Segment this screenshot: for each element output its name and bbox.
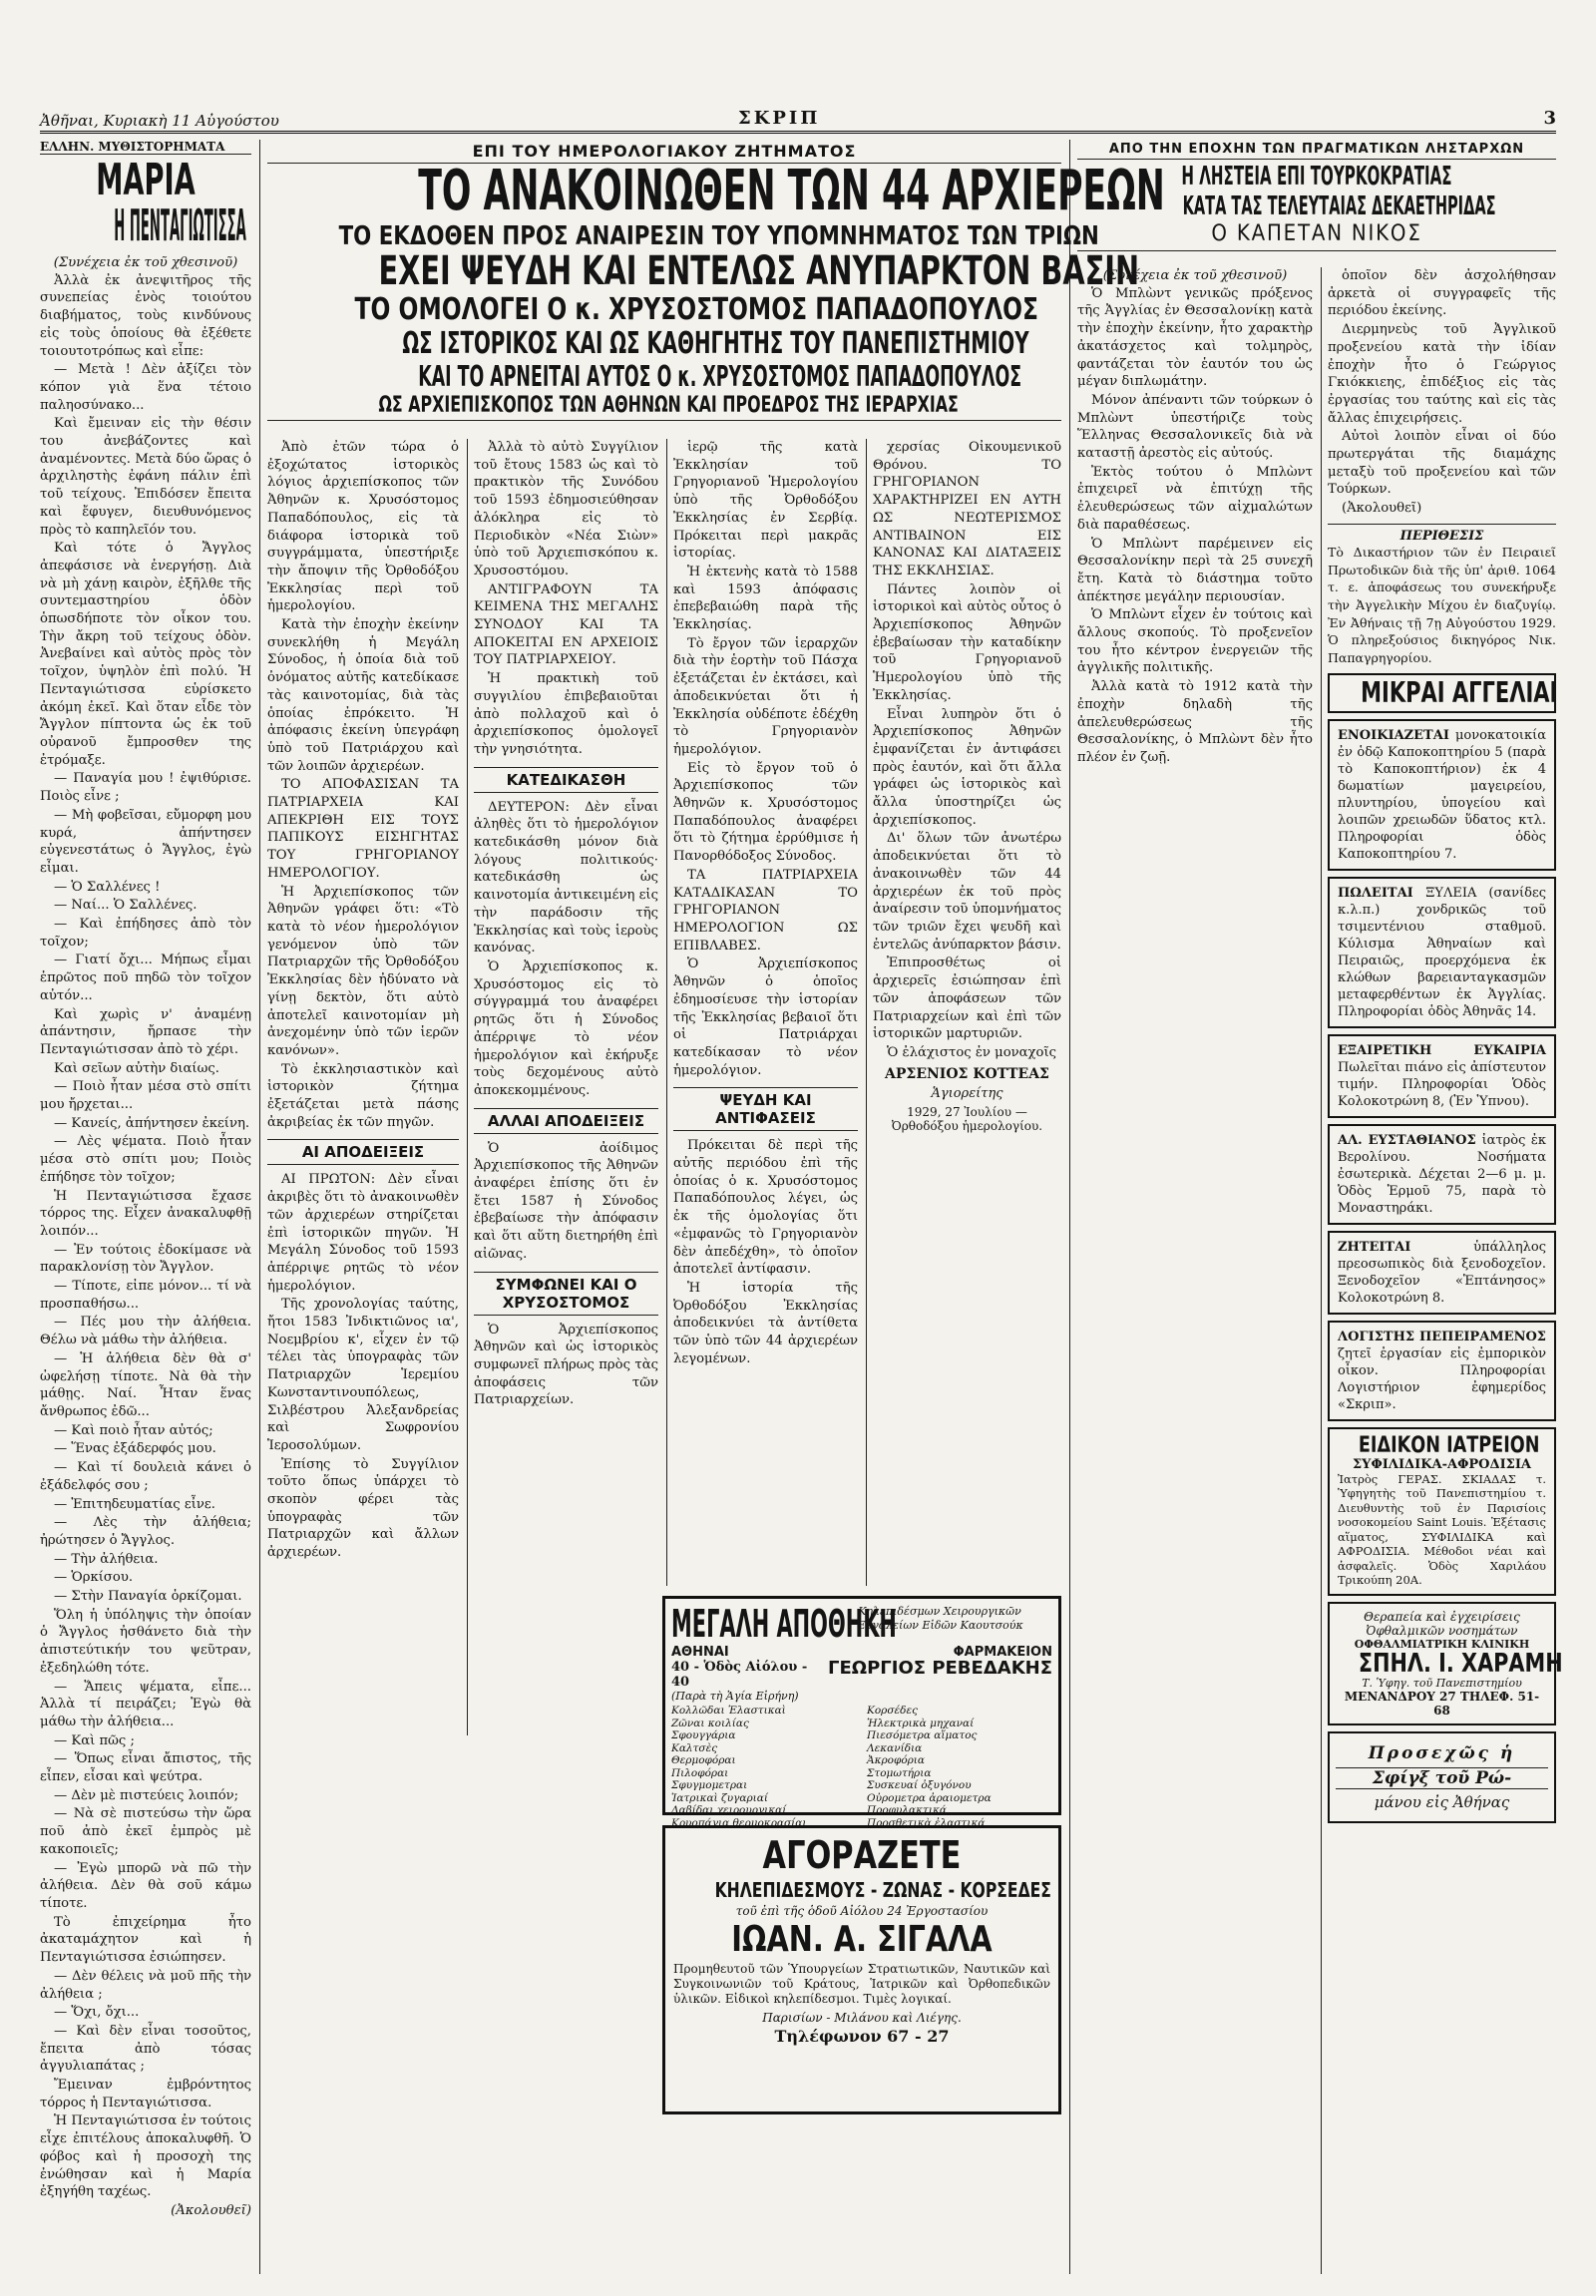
pharmacy-ad-items-right	[867, 1705, 1052, 1829]
notice-title: ΠΕΡΙΘΕΣΙΣ	[1399, 528, 1484, 544]
right-text-col-b	[1321, 267, 1563, 2274]
paragraph: Καὶ σεῖων αὐτὴν διαίως.	[54, 1060, 219, 1076]
paragraph: — Μὴ φοβεῖσαι, εὔμορφη μου κυρά, ἀπήντησεν εὐγενεστάτως ὁ Ἄγγλος, ἐγὼ εἶμαι.	[40, 807, 251, 876]
belts-ad-products: ΚΗΛΕΠΙΔΕΣΜΟΥΣ - ΖΩΝΑΣ - ΚΟΡΣΕΔΕΣ	[714, 1878, 1051, 1902]
paragraph: — Στὴν Παναγία ὁρκίζομαι.	[54, 1589, 242, 1605]
paragraph: — Καὶ τί δουλειὰ κάνει ὁ ἐξάδελφός σου ;	[40, 1460, 251, 1493]
paragraph: — Ἡ ἀλήθεια δὲν θὰ σ' ὠφελήσῃ τίποτε. Νὰ θὰ τὴν μάθῃς. Ναί. Ἦταν ἕνας ἄνθρωπος ἐδῶ...	[40, 1350, 251, 1419]
paragraph: — Λὲς ψέματα. Ποιὸ ἦταν μέσα στὸ σπίτι μου; Ποιὸς ἐπήδησε τὸν τοῖχον;	[40, 1134, 251, 1185]
promo-ad	[1328, 1731, 1556, 1823]
belts-ad-phone: Τηλέφωνον 67 - 27	[774, 2027, 950, 2046]
paragraph: — Τίποτε, εἰπε μόνον... τί νὰ προσπαθήσω...	[40, 1279, 251, 1312]
right-headline-2: ΚΑΤΑ ΤΑΣ ΤΕΛΕΥΤΑΙΑΣ ΔΕΚΑΕΤΗΡΙΔΑΣ	[1182, 191, 1496, 221]
novel-continued-note: (Συνέχεια ἐκ τοῦ χθεσινοῦ)	[53, 255, 238, 270]
ad-list-item: Οὐρομετρα ἀραιομετρα	[867, 1791, 992, 1804]
paragraph: — Ναί... Ὁ Σαλλένες.	[54, 898, 198, 914]
classified-ad	[1328, 1231, 1556, 1315]
ad-list-item: Συσκευαί ὀξυγόνου	[867, 1779, 972, 1791]
paragraph: Ἡ ἐκτενὴς κατὰ τὸ 1588 καὶ 1593 ἀπόφασις ἐπεβεβαιώθη παρὰ τῆς Ἐκκλησίας.	[673, 564, 858, 633]
belts-ad-body: Προμηθευτοῦ τῶν Ὑπουργείων Στρατιωτικῶν, Ναυτικῶν καὶ Συγκοινωνιῶν τοῦ Κράτους, Ἱατρικῶν καὶ Ὀρθοπεδικῶν ὑλικῶν. Εἰδικοὶ κηλεπίδεσμοι. Τιμὲς λογικαί.	[673, 1962, 1050, 2006]
promo-ad-line-1: Προσεχῶς ἡ	[1368, 1742, 1516, 1763]
paragraph: Ἀλλὰ τὸ αὐτὸ Συγγίλιον τοῦ ἔτους 1583 ὡς καὶ τὸ πρακτικὸν τῆς Συνόδου τοῦ 1593 ἐδημοσιεύθησαν ἀλόκληρα εἰς τὸ Περιοδικὸν «Νέα Σιὼν» ὑπὸ τοῦ Ἀρχιεπισκόπου κ. Χρυσοστόμου.	[474, 440, 658, 578]
classifieds-header	[1328, 673, 1556, 713]
clinic-ad-2-name: ΣΠΗΛ. Ι. ΧΑΡΑΜΗ	[1358, 1648, 1563, 1679]
main-text-col-1	[267, 439, 459, 1735]
belts-ad-footer: Παρισίων - Μιλάνου καὶ Λιέγης.	[762, 2011, 962, 2025]
main-subheadline-2: ΕΧΕΙ ΨΕΥΔΗ ΚΑΙ ΕΝΤΕΛΩΣ ΑΝΥΠΑΡΚΤΟΝ ΒΑΣΙΝ	[378, 248, 1140, 294]
paragraph: ΔΕΥΤΕΡΟΝ: Δὲν εἶναι ἀληθὲς ὅτι τὸ ἡμερολόγιον κατεδικάσθη μόνον διὰ λόγους πολιτικούς· κατεδικάσθη ὡς καινοτομία ἀντικειμένη εἰς τὴν παράδοσιν τῆς Ἐκκλησίας καὶ τοὺς ἱεροὺς κανόνας.	[474, 799, 658, 957]
ad-list-item: Σφυγμομετραι	[671, 1779, 748, 1791]
right-kicker: ΑΠΟ ΤΗΝ ΕΠΟΧΗΝ ΤΩΝ ΠΡΑΓΜΑΤΙΚΩΝ ΛΗΣΤΑΡΧΩΝ	[1077, 140, 1556, 160]
classified-ad-title: ΑΛ. ΕΥΣΤΑΘΙΑΝΟΣ	[1338, 1132, 1482, 1148]
paragraph: Ἡ πρακτικὴ τοῦ συγγιλίου ἐπιβεβαιοῦται ἀπὸ πολλαχοῦ καὶ ὁ ἀρχιεπίσκοπος ὁμολογεῖ τὴν γνησιότητα.	[474, 671, 658, 757]
paragraph: Ἀπὸ ἐτῶν τώρα ὁ ἐξοχώτατος ἱστορικὸς λόγιος ἀρχιεπίσκοπος τῶν Ἀθηνῶν κ. Χρυσόστομος Παπαδόπουλος, εἰς τὰ διάφορα ἱστορικὰ τοῦ συγγράμματα, ὑπεστήριξε τὴν ἄποψιν τῆς Ὀρθοδόξου Ἐκκλησίας περὶ τοῦ ἡμερολογίου.	[267, 440, 459, 614]
main-text-col-4	[866, 439, 1061, 1586]
paragraph: ΤΑ ΠΑΤΡΙΑΡΧΕΙΑ ΚΑΤΑΔΙΚΑΣΑΝ ΤΟ ΓΡΗΓΟΡΙΑΝΟΝ ΗΜΕΡΟΛΟΓΙΟΝ ΩΣ ΕΠΙΒΛΑΒΕΣ.	[673, 867, 858, 954]
classified-ad	[1328, 1034, 1556, 1118]
paragraph: ΑΙ ΠΡΩΤΟΝ: Δὲν εἶναι ἀκριβὲς ὅτι τὸ ἀνακοινωθὲν τῶν ἀρχιερέων στηρίζεται ἐπὶ ἱστορικῶν πηγῶν. Ἡ Μεγάλη Σύνοδος τοῦ 1593 ἀπέρριψε ρητῶς τὸ νέον ἡμερολόγιον.	[267, 1172, 459, 1294]
paragraph: — Νὰ σὲ πιστεύσω τὴν ὥρα ποῦ ἀπὸ ἐκεῖ ἐμπρὸς μὲ κακοποιεῖς;	[40, 1806, 251, 1857]
right-headline-3: Ο ΚΑΠΕΤΑΝ ΝΙΚΟΣ	[1211, 221, 1422, 246]
paragraph: — Ἐν τούτοις ἐδοκίμασε νὰ παρακλονίσῃ τὸν Ἄγγλον.	[40, 1242, 251, 1276]
ad-list-item: Ζῶναι κοιλίας	[671, 1717, 749, 1729]
ad-list-item: Πιλοφόραι	[671, 1766, 729, 1779]
pharmacy-ad-city: ΑΘΗΝΑΙ	[671, 1645, 729, 1660]
clinic-ad-2-sub: ΟΦΘΑΛΜΙΑΤΡΙΚΗ ΚΛΙΝΙΚΗ	[1354, 1637, 1530, 1651]
paragraph: — Λὲς τὴν ἀλήθεια; ἠρώτησεν ὁ Ἄγγλος.	[40, 1515, 251, 1548]
classified-ad	[1328, 1124, 1556, 1225]
paragraph: Καὶ τότε ὁ Ἄγγλος ἀπεφάσισε νὰ ἐνεργήσῃ. Διὰ νὰ μὴ χάνῃ καιρὸν, ἐξῆλθε τῆς συντεμαστηρίου ὁδὸν ὁπωσδήποτε τὸν οἶκον του. Τὴν ἄκρη τοῦ τείχους ὁδὸν. Ἀνεβαίνει καὶ αὐτὸς πρὸς τὸν τοῖχον, ὑψηλὸν ἐπὶ πολύ. Ἡ Πενταγιώτισσα εὑρίσκετο ἀκόμη ἐκεῖ. Καὶ ὅταν εἶδε τὸν Ἄγγλον πίπτοντα ὡς ἐκ τοῦ οὐρανοῦ ἔμπροσθεν της ἐτρόμαξε.	[40, 541, 251, 768]
paragraph: Ὁ Μπλὼντ εἶχεν ἐν τούτοις καὶ ἄλλους σκοπούς. Τὸ προξενεῖον του ἦτο κέντρον ἐνεργειῶν τῆς ἀγγλικῆς πολιτικῆς.	[1077, 607, 1313, 676]
paragraph: — Ὅχι, ὄχι...	[54, 2005, 140, 2021]
ad-list-item: Ἱατρικαὶ ζυγαριαί	[671, 1791, 768, 1804]
classified-ad-text: Πωλεῖται πιάνο εἰς ἀπίστευτον τιμήν. Πληροφορίαι Ὁδὸς Κολοκοτρώνη 8, (Ἐν Ὑπνου).	[1338, 1059, 1546, 1109]
paragraph: Ἐπιπροσθέτως οἱ ἀρχιερεῖς ἐσιώπησαν ἐπὶ τῶν ἀποφάσεων τῶν Πατριαρχείων καὶ ἐπὶ τῶν ἱστορικῶν μαρτυριῶν.	[873, 956, 1061, 1042]
novel-section-label: ΕΛΛΗΝ. ΜΥΘΙΣΤΟΡΗΜΑΤΑ	[40, 140, 251, 155]
ad-list-item: Κορσέδες	[867, 1705, 918, 1717]
pharmacy-ad-name: ΓΕΩΡΓΙΟΣ ΡΕΒΕΔΑΚΗΣ	[828, 1658, 1052, 1679]
paragraph: — Ἐγὼ μπορῶ νὰ πῶ τὴν ἀλήθεια. Δὲν θὰ σοῦ κάμω τίποτε.	[40, 1860, 251, 1911]
paragraph: — Μετὰ ! Δὲν ἀξίζει τὸν κόπον γιὰ ἕνα τέτοιο παληοσύνακο...	[40, 362, 251, 413]
paragraph: — Ἕνας ἐξάδερφός μου.	[54, 1441, 216, 1457]
notice-body: Τὸ Δικαστήριον τῶν ἐν Πειραιεῖ Πρωτοδικῶν διὰ τῆς ὑπ' ἀριθ. 1064 τ. ε. ἀποφάσεως του συνεκήρυξε τὴν Ἀγγελικὴν Μίχου ἐν διαζυγίῳ. Ἐν Ἀθήναις τῇ 7ῃ Αὐγούστου 1929. Ὁ πληρεξούσιος δικηγόρος Νικ. Παπαγρηγορίου.	[1328, 544, 1556, 666]
belts-ad-line: τοῦ ἐπὶ τῆς ὁδοῦ Αἰόλου 24 Ἐργοστασίου	[735, 1904, 989, 1918]
promo-ad-line-3: μάνου εἰς Ἀθήνας	[1374, 1792, 1510, 1811]
paragraph: Κατὰ τὴν ἐποχὴν ἐκείνην συνεκλήθη ἡ Μεγάλη Σύνοδος, ἡ ὁποία διὰ τοῦ ὀνόματος αὐτῆς κατεδίκασε τὰς καινοτομίας, διὰ τὰς ὁποίας ἐπρόκειτο. Ἡ ἀπόφασις ἐκείνη ὑπεγράφη ὑπὸ τοῦ Πατριάρχου καὶ τῶν λοιπῶν ἀρχιερέων.	[267, 617, 459, 774]
paragraph: Ἡ Πενταγιώτισσα ἐν τούτοις εἶχε ἐπιτέλους ἀποκαλυφθῆ. Ὁ φόβος καὶ ἡ προσοχὴ της ἐνώθησαν καὶ ἡ Μαρία ἐξηγήθη ταχέως.	[40, 2113, 251, 2200]
main-kicker: ΕΠΙ ΤΟΥ ΗΜΕΡΟΛΟΓΙΑΚΟΥ ΖΗΤΗΜΑΤΟΣ	[267, 140, 1061, 164]
clinic-ad-1	[1328, 1427, 1556, 1596]
masthead-paper-name: ΣΚΡΙΠ	[738, 108, 821, 129]
main-headline: ΤΟ ΑΝΑΚΟΙΝΩΘΕΝ ΤΩΝ 44 ΑΡΧΙΕΡΕΩΝ	[418, 159, 1165, 223]
paragraph: — Καὶ πῶς ;	[54, 1732, 135, 1748]
paragraph: Ὁ Ἀρχιεπίσκοπος κ. Χρυσόστομος εἰς τὸ σύγγραμμά του ἀναφέρει ρητῶς ὅτι ἡ Σύνοδος ἀπέρριψε τὸ νέον ἡμερολόγιον καὶ ἐκήρυξε τοὺς δεχομένους αὐτὸ ἀποκεκομμένους.	[474, 958, 658, 1098]
paragraph: Ὁ ἀοίδιμος Ἀρχιεπίσκοπος τῆς Ἀθηνῶν ἀναφέρει ἐπίσης ὅτι ἐν ἔτει 1587 ἡ Σύνοδος ἐβεβαίωσε τὴν ἀπόφασιν καὶ ὅτι αὕτη διετηρήθη ἐπὶ αἰῶνας.	[474, 1140, 658, 1262]
paragraph: Ἐπίσης τὸ Συγγίλιον τοῦτο ὅπως ὑπάρχει τὸ σκοπὸν φέρει τὰς ὑπογραφὰς τῶν Πατριαρχῶν καὶ ἄλλων ἀρχιερέων.	[267, 1456, 459, 1561]
masthead-date: Ἀθῆναι, Κυριακὴ 11 Αὐγούστου	[40, 112, 279, 130]
paragraph: Πρόκειται δὲ περὶ τῆς αὐτῆς περιόδου ἐπὶ τῆς ὁποίας ὁ κ. Χρυσόστομος Παπαδόπουλος λέγει, ὡς ἐκ τῆς ὁμολογίας ὅτι «ἐμφανῶς τὸ Γρηγοριανὸν δὲν ἀπεδέχθη», τὸ ὁποῖον ἀποτελεῖ ἀντίφασιν.	[673, 1138, 858, 1278]
novel-end-note: (Ἀκολουθεῖ)	[171, 2202, 251, 2218]
paragraph: — Ἐπιτηδευματίας εἶνε.	[54, 1496, 215, 1512]
main-subheadline-3: ΤΟ ΟΜΟΛΟΓΕΙ Ο κ. ΧΡΥΣΟΣΤΟΜΟΣ ΠΑΠΑΔΟΠΟΥΛΟΣ	[354, 292, 1039, 327]
classified-ad-text: ΞΥΛΕΙΑ (σανίδες κ.λ.π.) χονδρικῶς τοῦ τσιμεντένιου σταθμοῦ. Κύλισμα Ἀθηναίων καὶ Πειραιῶς, προερχόμενα ἐκ κλώθων βαρειανταγκασμῶν μεταφερθέντων ἐκ Ἀγγλίας. Πληροφορίαι ὁδὸς Ἀθηνᾶς 14.	[1338, 885, 1546, 1019]
main-article	[267, 140, 1165, 2274]
classified-ad-title: ΖΗΤΕΙΤΑΙ	[1338, 1239, 1474, 1255]
main-col2-subhead-3: ΣΥΜΦΩΝΕΙ ΚΑΙ Ο ΧΡΥΣΟΣΤΟΜΟΣ	[474, 1272, 658, 1316]
ad-list-item: Προφυλακτικά	[867, 1804, 947, 1816]
paragraph: — Κανείς, ἀπήντησεν ἐκείνη.	[54, 1115, 250, 1131]
paragraph: Τὸ ἔργον τῶν ἱεραρχῶν διὰ τὴν ἑορτὴν τοῦ Πάσχα ἐξετάζεται ἐν ἐκτάσει, καὶ ἀποδεικνύεται ὅτι ἡ Ἐκκλησία οὐδέποτε ἐδέχθη τὸ Γρηγοριανὸν ἡμερολόγιον.	[673, 635, 858, 757]
paragraph: Τὸ ἐκκλησιαστικὸν καὶ ἱστορικὸν ζήτημα ἐξετάζεται μετὰ πάσης ἀκριβείας ἐκ τῶν πηγῶν.	[267, 1061, 459, 1130]
paragraph: Ἡ ἱστορία τῆς Ὀρθοδόξου Ἐκκλησίας ἀποδεικνύει τὰ ἀντίθετα τῶν ὑπὸ τῶν 44 ἀρχιερέων λεγομένων.	[673, 1280, 858, 1366]
classified-ad	[1328, 877, 1556, 1028]
classified-ad	[1328, 719, 1556, 871]
classified-ad	[1328, 1321, 1556, 1421]
paragraph: Πάντες λοιπὸν οἱ ἱστορικοὶ καὶ αὐτὸς οὗτος ὁ Ἀρχιεπίσκοπος Ἀθηνῶν ἐβεβαίωσαν τὴν καταδίκην τοῦ Γρηγοριανοῦ Ἡμερολογίου ὑπὸ τῆς Ἐκκλησίας.	[873, 581, 1061, 703]
novel-title-line1: ΜΑΡΙΑ	[96, 155, 196, 205]
clinic-ad-2-info: Τ. Ὑφηγ. τοῦ Πανεπιστημίου	[1362, 1676, 1522, 1690]
paragraph: — Ὅπως εἶναι ἄπιστος, τῆς εἶπεν, εἶσαι καὶ ψεύτρα.	[40, 1751, 251, 1785]
main-col1-subhead: ΑΙ ΑΠΟΔΕΙΞΕΙΣ	[267, 1139, 459, 1165]
clinic-ad-2-phone: ΜΕΝΑΝΔΡΟΥ 27 ΤΗΛΕΦ. 51-68	[1344, 1689, 1540, 1718]
clinic-ad-2-title: Θεραπεία καὶ ἐγχειρίσεις Ὀφθαλμικῶν νοσημάτων	[1364, 1609, 1520, 1638]
signature-place: Ἁγιορείτης	[931, 1085, 1003, 1101]
paragraph: Διερμηνεὺς τοῦ Ἀγγλικοῦ προξενείου κατὰ τὴν ἰδίαν ἐποχὴν ἦτο ὁ Γεώργιος Γκιόκκιεης, ἐπιδέξιος εἰς τὰς ἐργασίας του ταύτης καὶ εἰς τὰς ἄλλας ἐπιχειρήσεις.	[1328, 322, 1556, 426]
paragraph: — Ὁρκίσου.	[54, 1570, 134, 1586]
classified-ad-title: ΠΩΛΕΙΤΑΙ	[1338, 885, 1426, 901]
paragraph: Ὁ Ἀρχιεπίσκοπος Ἀθηνῶν καὶ ὡς ἱστορικὸς συμφωνεῖ πλήρως πρὸς τὰς ἀποφάσεις τῶν Πατριαρχείων.	[474, 1322, 658, 1408]
paragraph: Ὁ ἐλάχιστος ἐν μοναχοῖς	[887, 1044, 1057, 1060]
paragraph: ΤΟ ΑΠΟΦΑΣΙΣΑΝ ΤΑ ΠΑΤΡΙΑΡΧΕΙΑ ΚΑΙ ΑΠΕΚΡΙΘΗ ΕΙΣ ΤΟΥΣ ΠΑΠΙΚΟΥΣ ΕΙΣΗΓΗΤΑΣ ΤΟΥ ΓΡΗΓΟΡΙΑΝΟΥ ΗΜΕΡΟΛΟΓΙΟΥ.	[267, 777, 459, 881]
belts-ad-heading: ΑΓΟΡΑΖΕΤΕ	[762, 1833, 962, 1877]
paragraph: Καὶ χωρὶς ν' ἀναμένῃ ἀπάντησιν, ἤρπασε τὴν Πενταγιώτισσαν ἀπὸ τὸ χέρι.	[40, 1006, 251, 1057]
main-subheadline-4: ΩΣ ΙΣΤΟΡΙΚΟΣ ΚΑΙ ΩΣ ΚΑΘΗΓΗΤΗΣ ΤΟΥ ΠΑΝΕΠΙΣΤΗΜΙΟΥ	[402, 326, 1029, 361]
ad-list-item: Προσθετικὰ ἐλαστικά	[867, 1816, 986, 1829]
paragraph: — Δὲν θέλεις νὰ μοῦ πῆς τὴν ἀλήθεια ;	[40, 1968, 251, 2002]
paragraph: Ὅλη ἡ ὑπόληψις τὴν ὁποίαν ὁ Ἄγγλος ἠσθάνετο διὰ τὴν ἀπιστεύτικήν του ψεῦτραν, ἐξεδηλώθη τότε.	[40, 1607, 251, 1676]
paragraph: — Παναγία μου ! ἐψιθύρισε. Ποιὸς εἶνε ;	[40, 771, 251, 805]
clinic-ad-1-title: ΕΙΔΙΚΟΝ ΙΑΤΡΕΙΟΝ	[1358, 1432, 1540, 1458]
paragraph: — Ἅπεις ψέματα, εἶπε... Ἀλλὰ τί πειράζει; Ἐγὼ θὰ μάθω τὴν ἀλήθεια...	[40, 1679, 251, 1729]
clinic-ad-2	[1328, 1602, 1563, 1725]
ad-list-item: Λαβίδαι χειρουργικαί	[671, 1804, 787, 1816]
paragraph: — Τὴν ἀλήθεια.	[54, 1551, 159, 1567]
ad-list-item: Πιεσόμετρα αἵματος	[867, 1729, 978, 1741]
paragraph: ΑΝΤΙΓΡΑΦΟΥΝ ΤΑ ΚΕΙΜΕΝΑ ΤΗΣ ΜΕΓΑΛΗΣ ΣΥΝΟΔΟΥ ΚΑΙ ΤΑ ΑΠΟΚΕΙΤΑΙ ΕΝ ΑΡΧΕΙΟΙΣ ΤΟΥ ΠΑΤΡΙΑΡΧΕΙΟΥ.	[474, 581, 658, 668]
clinic-ad-1-sub: ΣΥΦΙΛΙΔΙΚΑ-ΑΦΡΟΔΙΣΙΑ	[1352, 1456, 1532, 1472]
main-subheadline-6: ΩΣ ΑΡΧΙΕΠΙΣΚΟΠΟΣ ΤΩΝ ΑΘΗΝΩΝ ΚΑΙ ΠΡΟΕΔΡΟΣ ΤΗΣ ΙΕΡΑΡΧΙΑΣ	[378, 393, 959, 418]
right-continued-note: (Συνέχεια ἐκ τοῦ χθεσινοῦ)	[1102, 268, 1288, 283]
paragraph: Ἀλλὰ κατὰ τὸ 1912 κατὰ τὴν ἐποχὴν δηλαδὴ τῆς ἀπελευθερώσεως τῆς Θεσσαλονίκης, ὁ Μπλὼντ δὲν ἦτο πλέον ἐν ζωῇ.	[1077, 679, 1313, 765]
classified-ad-title: ΕΞΑΙΡΕΤΙΚΗ ΕΥΚΑΙΡΙΑ	[1338, 1042, 1546, 1058]
classified-ad-title: ΛΟΓΙΣΤΗΣ ΠΕΠΕΙΡΑΜΕΝΟΣ	[1338, 1329, 1546, 1344]
column-rule	[1069, 140, 1070, 2274]
pharmacy-ad-near: (Παρὰ τὴ Ἁγία Εἰρήνη)	[671, 1690, 799, 1703]
novel-body	[40, 272, 251, 2201]
paragraph: — Καὶ ἐπήδησες ἀπὸ τὸν τοῖχον;	[40, 917, 251, 950]
ad-list-item: Κολλῶδαι Ἐλαστικαὶ	[671, 1705, 786, 1717]
ad-list-item: Ἠλεκτρικὰ μηχαναί	[867, 1717, 975, 1729]
paragraph: ἱερῷ τῆς κατὰ Ἐκκλησίαν τοῦ Γρηγοριανοῦ Ἡμερολογίου ὑπὸ τῆς Ὀρθοδόξου Ἐκκλησίας ἐν Σερβίᾳ. Πρόκειται περὶ μακρᾶς ἱστορίας.	[673, 440, 858, 562]
classified-ad-text: ὑπάλληλος πρεοσωπικὸς διὰ ξενοδοχεῖον. Ξενοδοχεῖον «Ἑπτάνησος» Κολοκοτρώνη 8.	[1338, 1239, 1546, 1306]
belts-ad	[662, 1825, 1061, 2114]
main-col2-subhead-2: ΑΛΛΑΙ ΑΠΟΔΕΙΞΕΙΣ	[474, 1108, 658, 1134]
ad-list-item: Θερμοφόραι	[671, 1754, 736, 1766]
paragraph: — Καὶ δὲν εἶναι τοσοῦτος, ἔπειτα ἀπὸ τόσας ἀγγυλιαπάτας ;	[40, 2023, 251, 2075]
classified-ad-text: ζητεῖ ἐργασίαν εἰς ἐμπορικὸν οἶκον. Πληροφορίαι Λογιστήριον ἐφημερίδος «Σκριπ».	[1338, 1345, 1546, 1412]
paragraph: Ἡ Ἀρχιεπίσκοπος τῶν Ἀθηνῶν γράφει ὅτι: «Τὸ κατὰ τὸ νέον ἡμερολόγιον γενόμενον ὑπὸ τῶν Πατριαρχῶν τῆς Ὀρθοδόξου Ἐκκλησίας δὲν ἠδύνατο νὰ γίνῃ δεκτὸν, ὅτι αὐτὸ ἀποτελεῖ καινοτομίαν μὴ ἀνεχομένην ὑπὸ τῶν ἱερῶν κανόνων».	[267, 884, 459, 1058]
page-number: 3	[1543, 108, 1556, 129]
novel-column	[40, 140, 251, 2274]
paragraph: Εἰς τὸ ἔργον τοῦ ὁ Ἀρχιεπίσκοπος τῶν Ἀθηνῶν κ. Χρυσόστομος Παπαδόπουλος ἀναφέρει ὅτι τὸ ζήτημα ἐρρύθμισε ἡ Πανορθόδοξος Σύνοδος.	[673, 760, 858, 865]
main-text-col-3	[666, 439, 858, 1586]
paragraph: Μόνον ἀπέναντι τῶν τούρκων ὁ Μπλὼντ ὑπεστήριζε τοὺς Ἕλληνας Θεσσαλονικεῖς διὰ νὰ καταστῇ ἀρεστὸς εἰς αὐτούς.	[1077, 392, 1313, 462]
main-subheadline-1: ΤΟ ΕΚΔΟΘΕΝ ΠΡΟΣ ΑΝΑΙΡΕΣΙΝ ΤΟΥ ΥΠΟΜΝΗΜΑΤΟΣ ΤΩΝ ΤΡΙΩΝ	[338, 221, 1099, 251]
masthead	[40, 108, 1556, 134]
paragraph: — Δὲν μὲ πιστεύεις λοιπόν;	[54, 1787, 239, 1803]
classified-ad-text: μονοκατοικία ἐν ὁδῷ Καποκοπτηρίου 5 (παρὰ τὸ Καποκοπτήριον) ἐκ 4 δωματίων μαγειρείου, πλυντηρίου, ὑπογείου καὶ λοιπῶν χρειωδῶν ὕδατος κτλ. Πληροφορίαι ὁδὸς Καποκοπτηρίου 7.	[1338, 727, 1546, 862]
pharmacy-ad	[662, 1596, 1061, 1829]
classifieds-title: ΜΙΚΡΑΙ ΑΓΓΕΛΙΑΙ	[1361, 675, 1558, 709]
paragraph: Δι' ὅλων τῶν ἀνωτέρω ἀποδεικνύεται ὅτι τὸ ἀνακοινωθὲν τῶν 44 ἀρχιερέων ἐκ τοῦ πρὸς ἀναίρεσιν τοῦ ὑπομνήματος τῶν τριῶν ἔχει ψευδῆ καὶ ἐντελῶς ἀνύπαρκτον βάσιν.	[873, 831, 1061, 953]
paragraph: — Ὁ Σαλλένες !	[54, 879, 161, 895]
pharmacy-ad-address: 40 - Ὁδὸς Αἰόλου - 40	[671, 1660, 808, 1690]
ad-list-item: Στομωτήρια	[867, 1766, 932, 1779]
column-rule	[259, 140, 260, 2274]
ad-list-item: Λεκανίδια	[867, 1741, 923, 1754]
classified-ad-title: ΕΝΟΙΚΙΑΖΕΤΑΙ	[1338, 727, 1455, 743]
paragraph: ὁποῖον δὲν ἀσχολήθησαν ἀρκετὰ οἱ συγγραφεῖς τῆς περιόδου ἐκείνης.	[1328, 268, 1556, 319]
pharmacy-ad-line: Κηλεπιδέσμων Χειρουργικῶν Ἐργαλείων Εἰδῶν Καουτσούκ	[856, 1605, 1023, 1632]
right-article	[1077, 140, 1563, 2274]
paragraph: Τῆς χρονολογίας ταύτης, ἤτοι 1583 Ἰνδικτιῶνος ια', Νοεμβρίου κ', εἶχεν ἐν τῷ τέλει τὰς ὑπογραφὰς τῶν Πατριαρχῶν Ἱερεμίου Κωνσταντινουπόλεως, Σιλβέστρου Ἀλεξανδρείας καὶ Σωφρονίου Ἱεροσολύμων.	[267, 1297, 459, 1453]
paragraph: Ἔμειναν ἐμβρόντητος τόρρος ἡ Πενταγιώτισσα.	[40, 2078, 251, 2110]
pharmacy-ad-trade: ΦΑΡΜΑΚΕΙΟΝ	[953, 1645, 1052, 1660]
belts-ad-name: ΙΩΑΝ. Α. ΣΙΓΑΛΑ	[731, 1919, 993, 1960]
classifieds-list	[1328, 719, 1556, 1421]
paragraph: — Καὶ ποιὸ ἦταν αὐτός;	[54, 1422, 213, 1438]
paragraph: Εἶναι λυπηρὸν ὅτι ὁ Ἀρχιεπίσκοπος Ἀθηνῶν ἐμφανίζεται ἐν ἀντιφάσει πρὸς ἑαυτόν, καὶ ὅτι ἄλλα γράφει ὡς ἱστορικὸς καὶ ἄλλα ὑποστηρίζει ὡς ἀρχιεπίσκοπος.	[873, 706, 1061, 828]
main-col3-subhead: ΨΕΥΔΗ ΚΑΙ ΑΝΤΙΦΑΣΕΙΣ	[673, 1087, 858, 1131]
right-headline-1: Η ΛΗΣΤΕΙΑ ΕΠΙ ΤΟΥΡΚΟΚΡΑΤΙΑΣ	[1181, 162, 1452, 191]
paragraph: (Ἀκολουθεῖ)	[1342, 501, 1422, 517]
pharmacy-ad-heading: ΜΕΓΑΛΗ ΑΠΟΘΗΚΗ	[671, 1602, 897, 1646]
paragraph: Ἡ Πενταγιώτισσα ἔχασε τόρρος της. Εἶχεν ἀνακαλυφθῇ λοιπόν...	[40, 1188, 251, 1239]
paragraph: Ὁ Μπλὼντ παρέμεινεν εἰς Θεσσαλονίκην περὶ τὰ 25 συνεχῆ ἔτη. Κατὰ τὸ διάστημα τοῦτο ἀπέκτησε μεγάλην περιουσίαν.	[1077, 536, 1313, 604]
novel-title-line2: Η ΠΕΝΤΑΓΙΩΤΙΣΣΑ	[114, 200, 246, 251]
paragraph: Καὶ ἔμειναν εἰς τὴν θέσιν του ἀνεβάζοντες καὶ ἀναμένοντες. Μετὰ δύο ὥρας ὁ ἀρχιληστὴς ἐφάνη πάλιν ἐπὶ τοῦ τείχους. Ἐπιδόσεν ἔπειτα καὶ ἔφυγεν, διευθυνόμενος πρὸς τὸ καπηλεῖόν του.	[40, 416, 251, 538]
right-text-col-a	[1077, 267, 1313, 2274]
main-subheadline-5: ΚΑΙ ΤΟ ΑΡΝΕΙΤΑΙ ΑΥΤΟΣ Ο κ. ΧΡΥΣΟΣΤΟΜΟΣ ΠΑΠΑΔΟΠΟΥΛΟΣ	[418, 360, 1022, 393]
pharmacy-ad-items-left	[671, 1705, 857, 1829]
paragraph: — Πές μου τὴν ἀλήθεια. Θέλω νὰ μάθω τὴν ἀλήθεια.	[40, 1315, 251, 1348]
ad-list-item: Σφουγγάρια	[671, 1729, 736, 1741]
ad-list-item: Κρυοπάγια θερμοκρασίαι	[671, 1816, 807, 1829]
paragraph: — Ποιὸ ἦταν μέσα στὸ σπίτι μου ἤρχεται...	[40, 1079, 251, 1113]
signature-date: 1929, 27 Ἰουλίου — Ὀρθοδόξου ἡμερολογίου.	[891, 1104, 1043, 1133]
main-col2-subhead-1: ΚΑΤΕΔΙΚΑΣΘΗ	[474, 767, 658, 793]
paragraph: Ὁ Ἀρχιεπίσκοπος Ἀθηνῶν ὁ ὁποῖος ἐδημοσίευσε τὴν ἱστορίαν τῆς Ἐκκλησίας βεβαιοῖ ὅτι οἱ Πατριάρχαι κατεδίκασαν τὸ νέον ἡμερολόγιον.	[673, 957, 858, 1078]
signature-name: ΑΡΣΕΝΙΟΣ ΚΟΤΤΕΑΣ	[885, 1065, 1049, 1082]
paragraph: Τὸ ἐπιχείρημα ἦτο ἀκαταμάχητον καὶ ἡ Πενταγιώτισσα ἐσιώπησεν.	[40, 1914, 251, 1966]
clinic-ad-1-body: Ἰατρὸς ΓΕΡΑΣ. ΣΚΙΑΔΑΣ τ. Ὑφηγητὴς τοῦ Πανεπιστημίου τ. Διευθυντὴς τοῦ ἐν Παρισίοις νοσοκομείου Saint Louis. Ἐξέτασις αἵματος, ΣΥΦΙΛΙΔΙΚΑ καὶ ΑΦΡΟΔΙΣΙΑ. Μέθοδοι νέαι καὶ ἀσφαλεῖς. Ὁδὸς Χαριλάου Τρικούπη 20Α.	[1338, 1471, 1546, 1588]
paragraph: Αὐτοὶ λοιπὸν εἶναι οἱ δύο πρωτεργάται τῆς διαμάχης μεταξὺ τοῦ προξενείου καὶ τῶν Τούρκων.	[1328, 429, 1556, 498]
paragraph: Ἀλλὰ ἐκ ἀνεψιτῆρος τῆς συνεπείας ἑνὸς τοιούτου διαβήματος, τοὺς κινδύνους εἰς τοὺς ὁποίους θὰ ἐξέθετε τοιουτοτρόπως καὶ εἶπε:	[40, 272, 251, 359]
ad-list-item: Καλτσὲς	[671, 1741, 718, 1754]
main-text-col-2	[467, 439, 658, 1735]
ad-list-item: Ἀκροφόρια	[867, 1754, 926, 1766]
promo-ad-line-2: Σφίγξ τοῦ Ρώ-	[1336, 1767, 1548, 1789]
paragraph: — Γιατί ὄχι... Μήπως εἶμαι ἐπρῶτος ποῦ πηδῶ τὸν τοῖχον αὐτόν...	[40, 953, 251, 1003]
paragraph: Ἐκτὸς τούτου ὁ Μπλὼντ ἐπιχειρεῖ νὰ ἐπιτύχῃ τῆς ἐλευθερώσεως τῶν αἰχμαλώτων διὰ παραθέσεως.	[1077, 464, 1313, 533]
paragraph: Ὁ Μπλὼντ γενικῶς πρόξενος τῆς Ἀγγλίας ἐν Θεσσαλονίκῃ κατὰ τὴν ἐποχὴν ἐκείνην, ἦτο χαρακτὴρ ἀκατάσχετος καὶ τολμηρὸς, φαντάζεται τὸν ἑαυτόν του ὡς μέγαν διπλωμάτην.	[1077, 285, 1313, 390]
classified-ad-text: ἰατρὸς ἐκ Βερολίνου. Νοσήματα ἐσωτερικὰ. Δέχεται 2—6 μ. μ. Ὁδὸς Ἑρμοῦ 75, παρὰ τὸ Μοναστηράκι.	[1338, 1132, 1546, 1216]
paragraph: χερσίας Οἰκουμενικοῦ Θρόνου. ΤΟ ΓΡΗΓΟΡΙΑΝΟΝ ΧΑΡΑΚΤΗΡΙΖΕΙ ΕΝ ΑΥΤΗ ΩΣ ΝΕΩΤΕΡΙΣΜΟΣ ΑΝΤΙΒΑΙΝΟΝ ΕΙΣ ΚΑΝΟΝΑΣ ΚΑΙ ΔΙΑΤΑΞΕΙΣ ΤΗΣ ΕΚΚΛΗΣΙΑΣ.	[873, 440, 1061, 578]
